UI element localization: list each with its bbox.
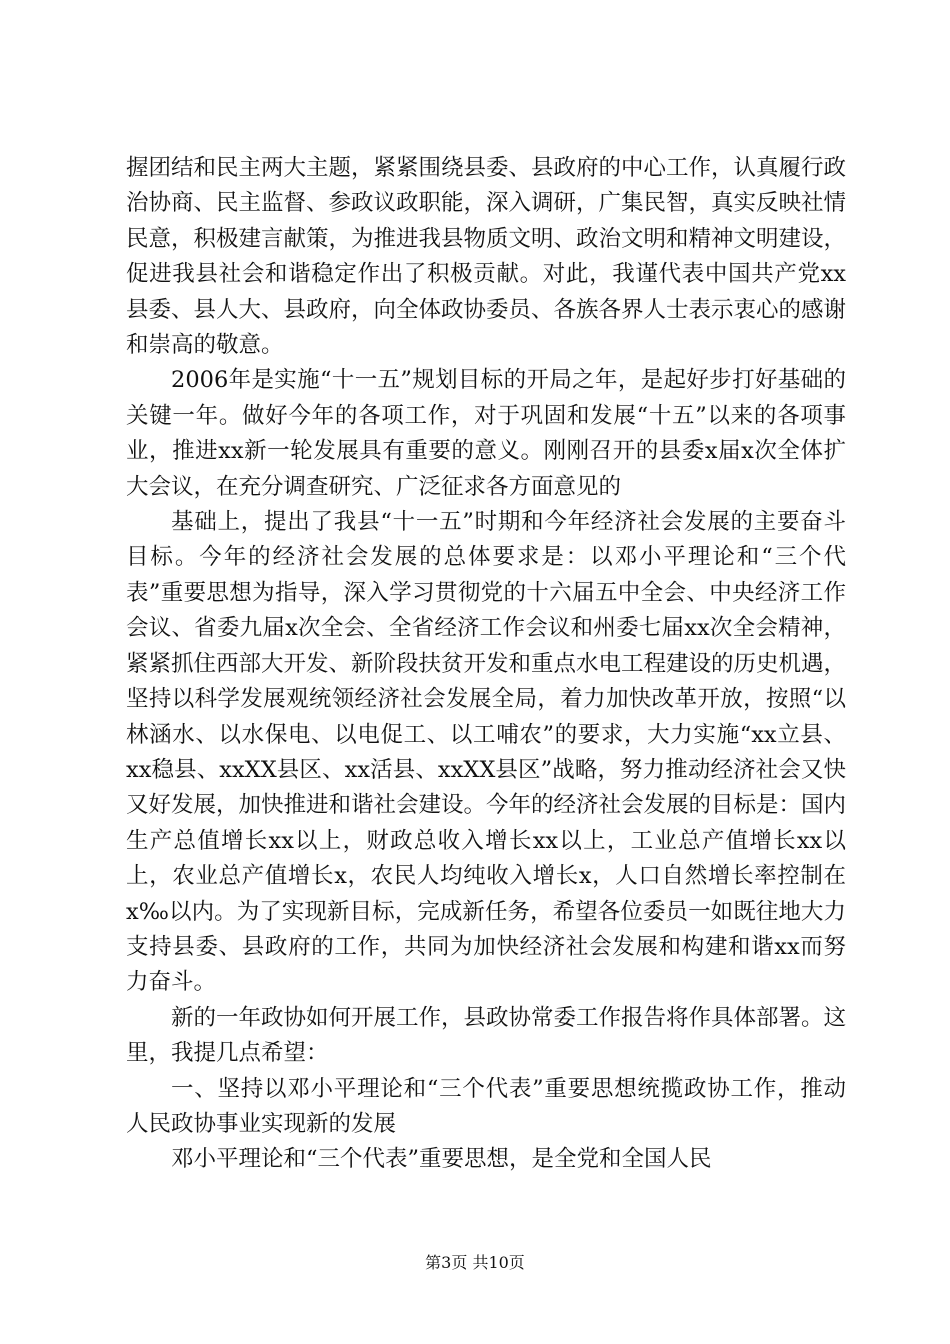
page-footer: 第3页 共10页 [425, 1253, 525, 1272]
paragraph-4: 新的一年政协如何开展工作，县政协常委工作报告将作具体部署。这里，我提几点希望： [126, 1004, 847, 1067]
section-heading-1: 一、坚持以邓小平理论和“三个代表”重要思想统揽政协工作，推动人民政协事业实现新的发展 [126, 1075, 846, 1137]
paragraph-2: 2006年是实施“十一五”规划目标的开局之年，是起好步打好基础的关键一年。做好今年的各项工作，对于巩固和发展“十五”以来的各项事业，推进xx新一轮发展具有重要的意义。刚刚召开的县委x届x次全体扩大会议，在充分调查研究、广泛征求各方面意见的 [126, 367, 846, 500]
document-body [126, 151, 846, 1178]
paragraph-5: 邓小平理论和“三个代表”重要思想，是全党和全国人民 [171, 1146, 712, 1173]
paragraph-3: 基础上，提出了我县“十一五”时期和今年经济社会发展的主要奋斗目标。今年的经济社会发展的总体要求是：以邓小平理论和“三个代表”重要思想为指导，深入学习贯彻党的十六届五中全会、中央经济工作会议、省委九届x次全会、全省经济工作会议和州委七届xx次全会精神，紧紧抓住西部大开发、新阶段扶贫开发和重点水电工程建设的历史机遇，坚持以科学发展观统领经济社会发展全局，着力加快改革开放，按照“以林涵水、以水保电、以电促工、以工哺农”的要求，大力实施“xx立县、xx稳县、xxXX县区、xx活县、xxXX县区”战略，努力推动经济社会又快又好发展，加快推进和谐社会建设。今年的经济社会发展的目标是：国内生产总值增长xx以上，财政总收入增长xx以上，工业总产值增长xx以上，农业总产值增长x，农民人均纯收入增长x，人口自然增长率控制在x‰以内。为了实现新目标，完成新任务，希望各位委员一如既往地大力支持县委、县政府的工作，共同为加快经济社会发展和构建和谐xx而努力奋斗。 [126, 509, 847, 996]
paragraph-1: 握团结和民主两大主题，紧紧围绕县委、县政府的中心工作，认真履行政治协商、民主监督、参政议政职能，深入调研，广集民智，真实反映社情民意，积极建言献策，为推进我县物质文明、政治文明和精神文明建设，促进我县社会和谐稳定作出了积极贡献。对此，我谨代表中国共产党xx县委、县人大、县政府，向全体政协委员、各族各界人士表示衷心的感谢和崇高的敬意。 [126, 155, 847, 359]
